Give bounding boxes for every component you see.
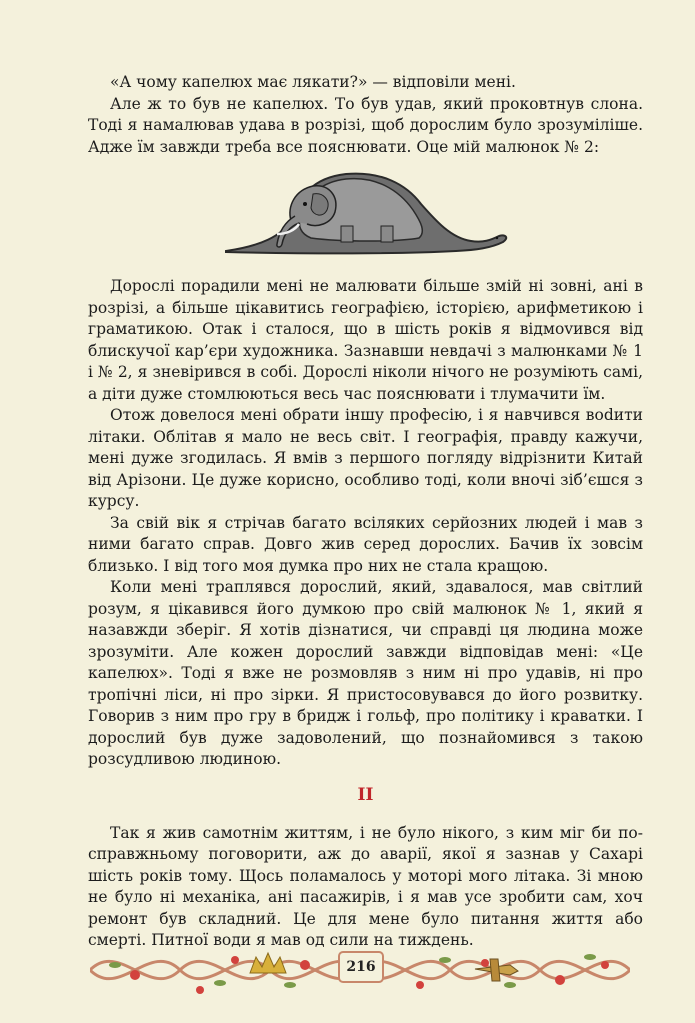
paragraph-6: Коли мені траплявся дорослий, який, здавалося, мав світлий розум, я цікавився його думкою про свій малюнок № 1, який я назавжди зберіг. Я хотів дізнатися, чи справді ця людина може зрозуміти. Але кожен дорослий завжди відповідав мені: «Це капелюх». Тоді я вже не розмовляв з ним ні про удавів, ні про тропічні ліси, ні про зірки. Я пристосовувався до його розвитку. Говорив з ним про гру в бридж і гольф, про політику і краватки. І дорослий був дуже задоволений, що познайомився з такою розсудливою людиною.: [88, 578, 643, 768]
page-number: 216: [346, 959, 376, 975]
paragraph-5: За свій вік я стрічав багато всіляких серйозних людей і мав з ними багато справ. Довго жив серед дорослих. Бачив їх зовсім близько. І від того моя думка про них не стала кращою.: [88, 513, 643, 575]
boa-elephant-icon: [221, 166, 511, 261]
paragraph-3: Дорослі порадили мені не малювати більше змій ні зовні, ані в розрізі, а більше цікавитись географією, історією, арифметикою і граматикою. Отак і сталося, що в шість років я відмоvився від блискучої кар’єри художника. Зазнавши невдачі з малюнками № 1 і № 2, я зневірився в собі. Дорослі ніколи нічого не розуміють самі, а діти дуже стомлюються весь час пояснювати і тлумачити їм.: [88, 277, 643, 403]
paragraph-1: «А чому капелюх має лякати?» — відповіли мені.: [110, 73, 516, 91]
page-content: [88, 72, 643, 952]
chapter-heading: II: [357, 784, 374, 805]
paragraph-7: Так я жив самотнім життям, і не було нікого, з ким міг би по-справжньому поговорити, аж до аварії, якої я зазнав у Сахарі шість років тому. Щось поламалось у моторі мого літака. Зі мною не було ні механіка, ані пасажирів, і я мав усе зробити сам, хоч ремонт був складний. Це для мене було питання життя або смерті. Питної води я мав од сили на тиждень.: [88, 823, 643, 949]
paragraph-2: Але ж то був не капелюх. То був удав, який проковтнув слона. Тоді я намалював удава в розрізі, щоб дорослим було зрозуміліше. Адже їм завжди треба все пояснювати. Оце мій малюнок № 2:: [88, 94, 643, 156]
drawing-number-2: [88, 158, 643, 276]
paragraph-4: Отож довелося мені обрати іншу професію, і я навчився воdити літаки. Облітав я мало не весь світ. І географія, правду кажучи, мені дуже згодилась. Я вмів з першого погляду відрізнити Китай від Арізони. Це дуже корисно, особливо тоді, коли вночі зіб’єшся з курсу.: [88, 406, 643, 510]
